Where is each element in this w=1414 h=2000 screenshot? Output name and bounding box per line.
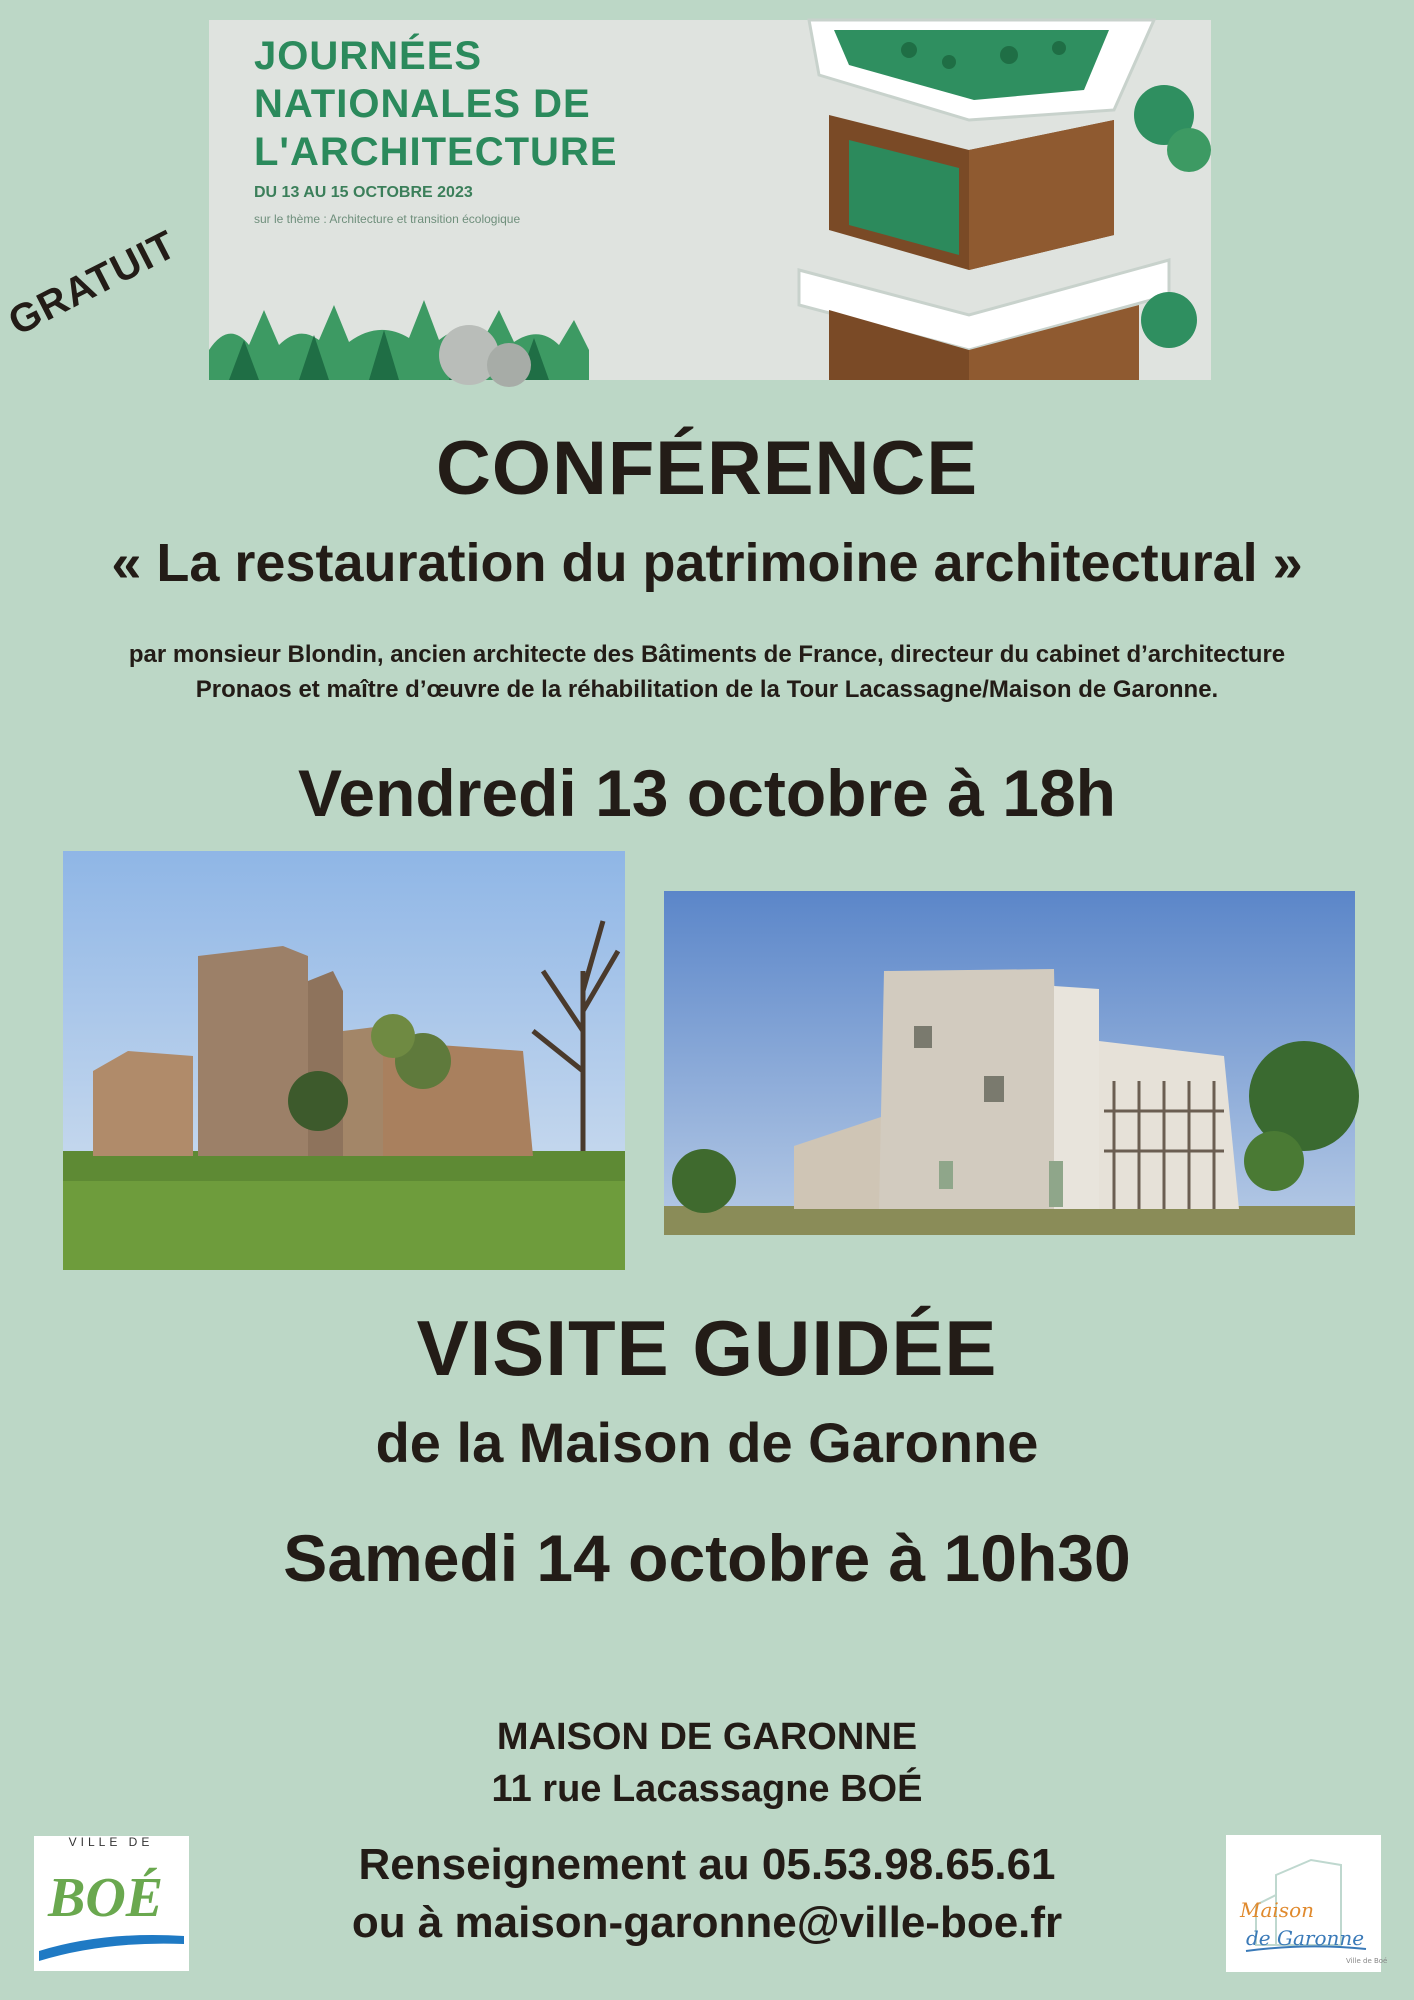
conference-description-line1: par monsieur Blondin, ancien architecte des Bâtiments de France, directeur du cabinet d’architecture bbox=[128, 641, 1286, 668]
banner-title-line3: L'ARCHITECTURE bbox=[254, 130, 618, 174]
banner-title-line1: JOURNÉES bbox=[254, 34, 483, 78]
banner-illustration bbox=[209, 20, 1211, 380]
svg-text:VILLE DE: VILLE DE bbox=[68, 1835, 154, 1849]
contact-email: ou à maison-garonne@ville-boe.fr bbox=[351, 1898, 1063, 1947]
venue-name: MAISON DE GARONNE bbox=[496, 1716, 918, 1758]
event-banner bbox=[209, 20, 1211, 380]
svg-text:Maison: Maison bbox=[1240, 1898, 1314, 1922]
conference-subtitle: « La restauration du patrimoine architectural » bbox=[111, 533, 1303, 593]
tower-after-photo bbox=[664, 891, 1355, 1235]
contact-phone: Renseignement au 05.53.98.65.61 bbox=[358, 1840, 1056, 1889]
venue-address: 11 rue Lacassagne BOÉ bbox=[491, 1768, 923, 1810]
conference-title: CONFÉRENCE bbox=[435, 426, 979, 511]
conference-description-line2: Pronaos et maître d’œuvre de la réhabilitation de la Tour Lacassagne/Maison de Garonne. bbox=[195, 676, 1219, 703]
banner-dates: DU 13 AU 15 OCTOBRE 2023 bbox=[254, 184, 473, 201]
conference-date: Vendredi 13 octobre à 18h bbox=[298, 756, 1116, 830]
visit-title: VISITE GUIDÉE bbox=[416, 1304, 998, 1392]
banner-theme: sur le thème : Architecture et transition écologique bbox=[254, 212, 521, 226]
visit-date: Samedi 14 octobre à 10h30 bbox=[283, 1521, 1131, 1595]
ville-de-boe-logo bbox=[34, 1836, 189, 1971]
maison-de-garonne-logo bbox=[1226, 1835, 1388, 1972]
banner-title-line2: NATIONALES DE bbox=[254, 82, 591, 126]
conference-description bbox=[0, 637, 1414, 707]
svg-text:Ville de Boé: Ville de Boé bbox=[1346, 1957, 1388, 1965]
svg-text:de Garonne: de Garonne bbox=[1246, 1926, 1365, 1950]
tower-before-photo bbox=[63, 851, 625, 1270]
svg-text:BOÉ: BOÉ bbox=[48, 1867, 164, 1929]
visit-subtitle: de la Maison de Garonne bbox=[375, 1411, 1039, 1474]
free-badge: GRATUIT bbox=[1, 222, 184, 345]
